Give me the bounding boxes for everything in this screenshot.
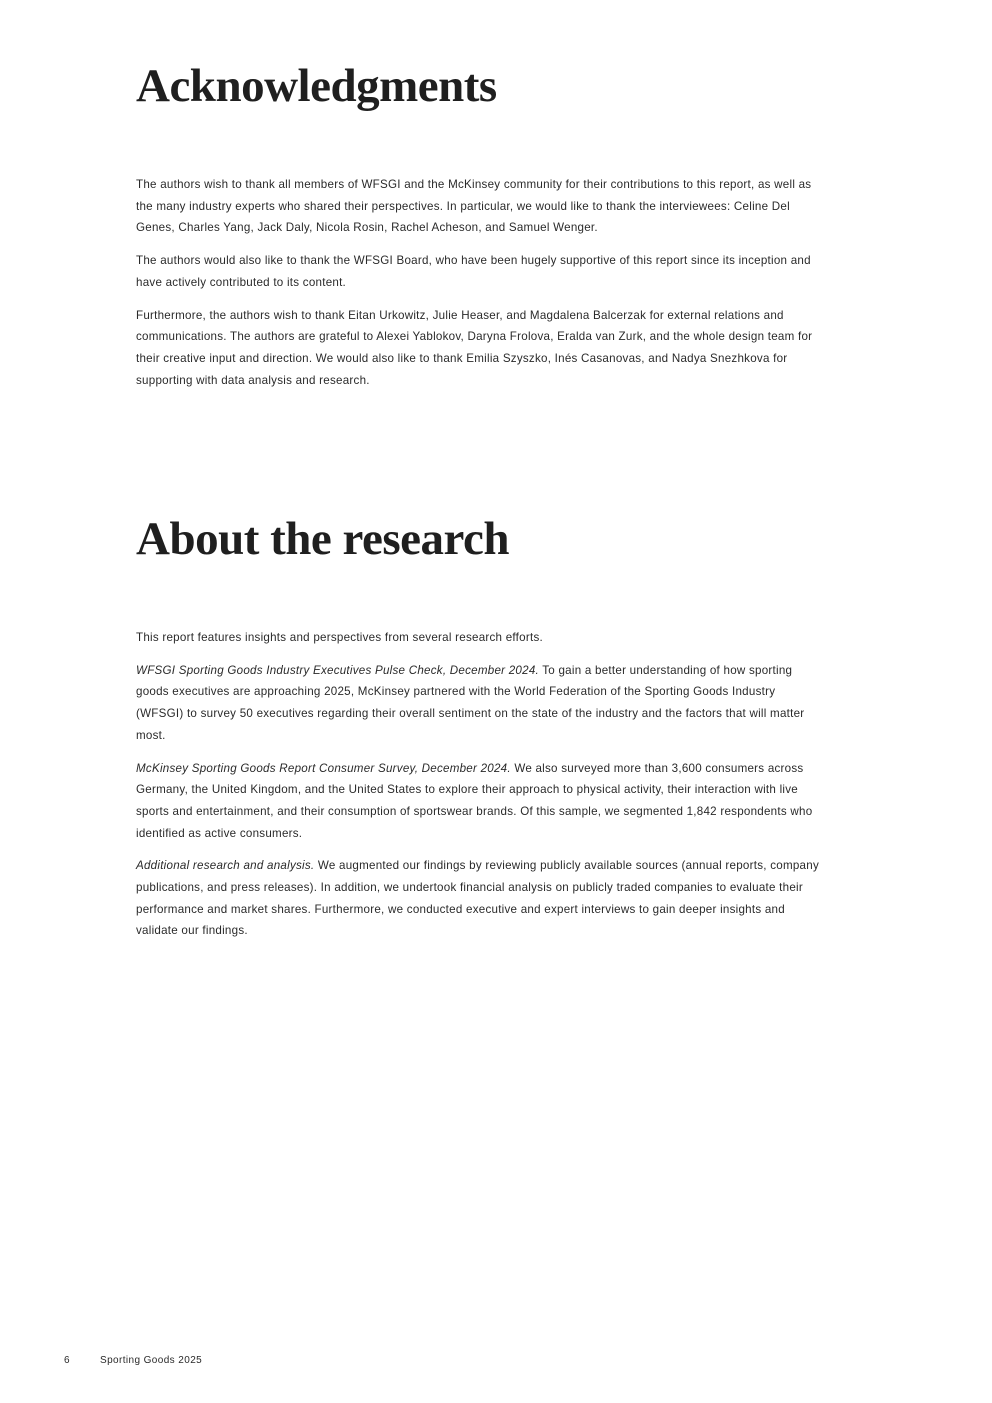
acknowledgments-paragraph: The authors wish to thank all members of WFSGI and the McKinsey community for their contributions to this report, as well as the many industry experts who shared their perspectives. In particular, we would like to thank the interviewees: Celine Del Genes, Charles Yang, Jack Daly, Nicola Rosin, Rachel Acheson, and Samuel Wenger. — [136, 178, 812, 235]
research-item — [136, 758, 826, 845]
about-research-body — [136, 627, 826, 942]
about-research-intro: This report features insights and perspectives from several research efforts. — [136, 631, 543, 644]
acknowledgments-paragraph: Furthermore, the authors wish to thank Eitan Urkowitz, Julie Heaser, and Magdalena Balcerzak for external relations and communications. The authors are grateful to Alexei Yablokov, Daryna Frolova, Eralda van Zurk, and the whole design team for their creative input and direction. We would also like to thank Emilia Szyszko, Inés Casanovas, and Nadya Snezhkova for supporting with data analysis and research. — [136, 308, 813, 387]
page-footer — [64, 1355, 202, 1366]
acknowledgments-body — [136, 174, 826, 391]
about-research-heading: About the research — [136, 513, 510, 565]
research-item-lead: Additional research and analysis. — [136, 859, 315, 873]
research-item-lead: McKinsey Sporting Goods Report Consumer Survey, December 2024. — [136, 761, 511, 775]
research-item — [136, 660, 826, 747]
acknowledgments-section — [136, 58, 826, 402]
research-item-text: We augmented our findings by reviewing publicly available sources (annual reports, company publications, and press releases). In addition, we undertook financial analysis on publicly traded companies to evaluate their performance and market shares. Furthermore, we conducted executive and expert interviews to gain deeper insights and validate our findings. — [136, 859, 819, 938]
page-number: 6 — [64, 1355, 70, 1366]
research-item-text: We also surveyed more than 3,600 consumers across Germany, the United Kingdom, and the United States to explore their approach to physical activity, their interaction with live sports and entertainment, and their consumption of sportswear brands. Of this sample, we segmented 1,842 respondents who identified as active consumers. — [136, 761, 813, 840]
publication-title: Sporting Goods 2025 — [100, 1355, 203, 1366]
research-item-lead: WFSGI Sporting Goods Industry Executives Pulse Check, December 2024. — [136, 663, 539, 677]
acknowledgments-paragraph: The authors would also like to thank the WFSGI Board, who have been hugely supportive of this report since its inception and have actively contributed to its content. — [136, 254, 811, 289]
research-item — [136, 855, 826, 942]
acknowledgments-heading: Acknowledgments — [136, 60, 497, 112]
about-research-section — [136, 511, 826, 953]
research-item-text: To gain a better understanding of how sporting goods executives are approaching 2025, McKinsey partnered with the World Federation of the Sporting Goods Industry (WFSGI) to survey 50 executives regarding their overall sentiment on the state of the industry and the factors that will matter most. — [136, 663, 805, 742]
